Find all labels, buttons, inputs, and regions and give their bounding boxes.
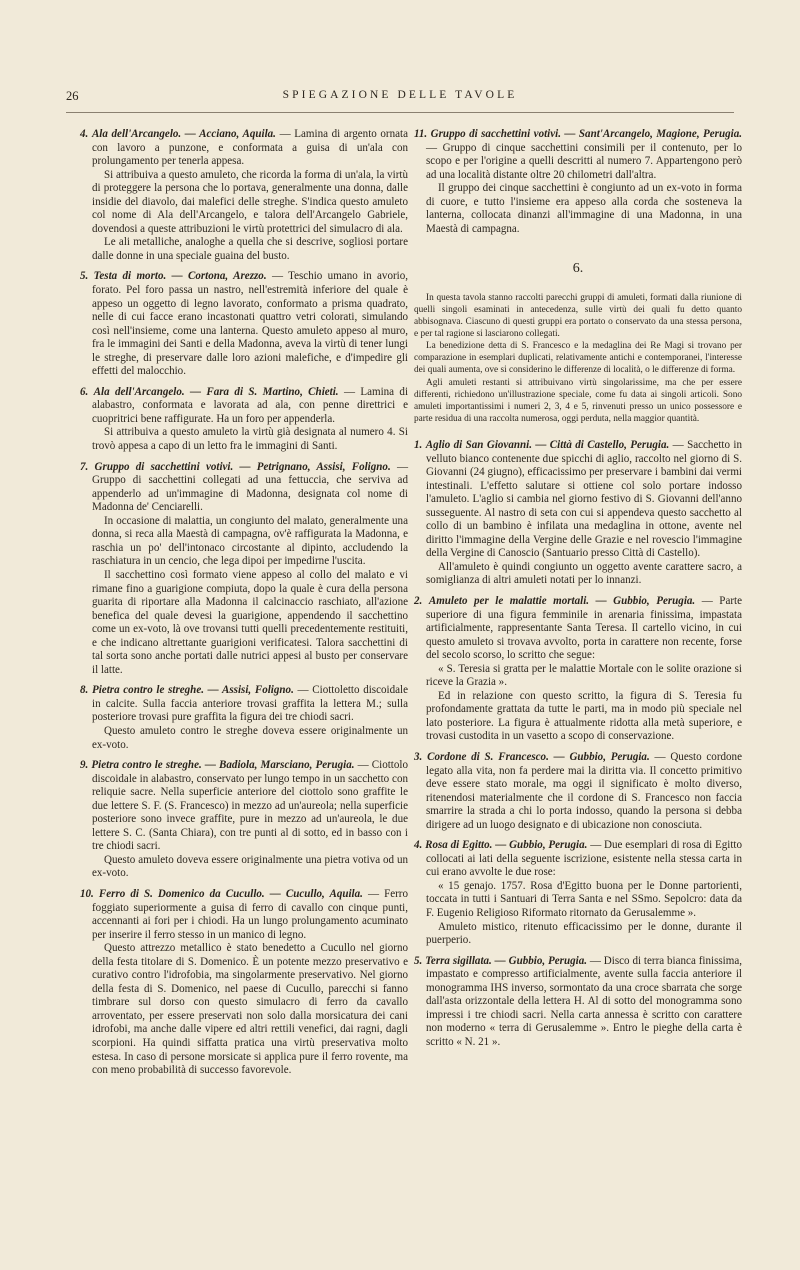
section-intro (414, 292, 742, 425)
entry (414, 955, 742, 1050)
entry-heading: Rosa di Egitto. — Gubbio, Perugia. (425, 839, 588, 852)
entry-number: 5. (80, 270, 89, 283)
right-entries (414, 439, 742, 1050)
entry-text: Amuleto mistico, ritenuto efficacissimo per le donne, durante il puerperio. (426, 920, 742, 947)
entry-text: — Ciottolo discoidale in alabastro, conservato per lungo tempo in un sacchetto con reliquie sacre. Nella superficie anteriore del ciottolo sono graffite le due lettere S. F. (S. Francesco) in mezzo ad un'aureola; nella superficie posteriore sono invece graffite, pure in mezzo ad un'aureola, le due lettere S. C. (Santa Chiara), con tre punti al di sotto, ed in basso con i tre chiodi sacri. (92, 759, 408, 853)
entry-number: 4. (80, 128, 89, 140)
entry-paragraph (414, 663, 742, 690)
entry-text: — Sacchetto in velluto bianco contenente due spicchi di aglio, raccolto nel giorno di S. Giovanni (24 giugno), efficacissimo per preservare i bambini dai vermi intestinali. L'effetto salutare si ottiene col solo portare indosso l'amuleto. L'aglio si cambia nel giorno festivo di S. Giovanni dell'anno susseguente. Al nastro di seta con cui si appendeva questo sacchetto al collo di un bambino è infilata una medaglina in ottone, avente nel diritto l'immagine della Vergine delle Grazie e nel rovescio l'immagine della Vergine di Canoscio (Santuario presso Città di Castello). (426, 438, 743, 560)
entry-lead-paragraph (414, 595, 742, 663)
entry-number: 6. (80, 385, 89, 398)
page-number: 26 (66, 89, 79, 103)
entry-text: — Lamina di alabastro, conformata e lavorata ad ala, con penne direttrici e cuopritrici bene raffigurate. Ha un foro per appenderla. (92, 385, 409, 425)
entry-number: 7. (80, 460, 89, 473)
entry (80, 386, 408, 454)
entry-paragraph (80, 169, 408, 237)
entry-text: Ed in relazione con questo scritto, la figura di S. Teresia fu profondamente grattata da tutte le parti, ma in modo più speciale nel lato posteriore. La figura è attualmente ridotta alla metà superiore, e trovasi custodita in un vasetto a scopo di conservazione. (426, 689, 742, 743)
header-rule (66, 112, 734, 113)
entry-lead-paragraph (414, 128, 742, 182)
entry-heading: Cordone di S. Francesco. — Gubbio, Perugia. (427, 750, 650, 763)
section-number: 6. (572, 261, 584, 277)
entry-text: « S. Teresia si gratta per le malattie Mortale con le solite orazione si riceve la Grazia ». (426, 662, 742, 689)
running-header (66, 89, 734, 105)
entry-paragraph (80, 236, 408, 263)
entry-number: 5. (414, 954, 423, 967)
entry-text: — Gruppo di sacchettini collegati ad una fettuccia, che serviva ad appenderlo ad un'immagine di Madonna, designata col nome di Madonna de' Cenciarelli. (92, 460, 409, 514)
entry-text: — Gruppo di cinque sacchettini consimili per il contenuto, per lo scopo e per l'origine a quelli descritti al numero 7. Appartengono però ad una località distante oltre 20 chilometri dall'altra. (426, 141, 742, 181)
entry-heading: Gruppo di sacchettini votivi. — Sant'Arcangelo, Magione, Perugia. (430, 128, 742, 140)
entry (80, 270, 408, 378)
entry-number: 3. (414, 750, 423, 763)
entry (80, 461, 408, 678)
entry-text: — Lamina di argento ornata con lavoro a punzone, e conformata a guisa di un'ala con prolungamento per tenerla appesa. (92, 128, 409, 168)
entry-text: In occasione di malattia, un congiunto del malato, generalmente una donna, si reca alla Maestà di campagna, ov'è raffigurata la Madonna, e raschia un po' dell'intonaco circostante al dipinto, accludendo la raschiatura in un cencio, che lega dipoi per impedirne l'uscita. (92, 514, 408, 568)
entry-heading: Pietra contro le streghe. — Badiola, Marsciano, Perugia. (91, 759, 355, 772)
entry-lead-paragraph (414, 751, 742, 832)
entry-number: 2. (414, 594, 423, 607)
entry-text: Si attribuiva a questo amuleto la virtù già designata al numero 4. Si trovò appesa a capo di un letto fra le immagini di Santi. (92, 426, 408, 453)
entry-paragraph (80, 725, 408, 752)
entry-text: Il sacchettino così formato viene appeso al collo del malato e vi rimane fino a guarigione compiuta, dopo la quale è cura della persona guarita di riportare alla Madonna il calcinaccio raschiato, all'azione benefica del quale devesi la guarigione, appendendo il sacchettino come un ex-voto, là ove trovansi tutti quelli precedentemente restituiti, e che indicano altrettante guarigioni verificatesi. Talora sacchettini di tal sorta sono anche portati dalle nutrici appesi al busto per conservare il latte. (92, 568, 408, 676)
entry-text: « 15 genajo. 1757. Rosa d'Egitto buona per le Donne partorienti, toccata in tutti i Santuari di Terra Santa e nel SSmo. Sepolcro: data da F. Eugenio Religioso Riformato ritornato da Gerusalemme ». (426, 879, 742, 919)
entry-paragraph (414, 182, 742, 236)
entry-paragraph (414, 921, 742, 948)
entry-text: — Disco di terra bianca finissima, impastato e compresso artificialmente, avente sulla faccia anteriore il monogramma IHS inverso, sormontato da una croce sbarrata che sorge dall'asta orizzontale della lettera H. Al di sotto del monogramma sono impressi i tre chiodi sacri. Nella carta annessa è scritto con carattere non moderno « terra di Gerusalemme ». Entro le pieghe della carta è scritto « N. 21 ». (426, 954, 743, 1048)
entry (80, 759, 408, 881)
entry (414, 751, 742, 832)
entry-lead-paragraph (80, 386, 408, 427)
entry-heading: Amuleto per le malattie mortali. — Gubbio, Perugia. (428, 594, 696, 607)
entry-lead-paragraph (414, 439, 742, 561)
entry-11 (414, 128, 742, 236)
entry-text: All'amuleto è quindi congiunto un oggetto avente carattere sacro, a somiglianza di altri amuleti notati per lo innanzi. (426, 560, 742, 587)
entry-text: — Parte superiore di una figura femminile in arenaria finissima, impastata artificialmente, rappresentante Santa Teresa. Il cartello vicino, in cui questo amuleto si trovava avvolto, porta in carattere non recente, forse del secolo scorso, lo scritto che segue: (426, 594, 742, 662)
entry (80, 128, 408, 263)
entry-lead-paragraph (80, 684, 408, 725)
entry-text: Questo amuleto contro le streghe doveva essere originalmente un ex-voto. (92, 724, 408, 751)
entry-paragraph (414, 561, 742, 588)
entry-heading: Testa di morto. — Cortona, Arezzo. (93, 270, 267, 283)
entry-text: Si attribuiva a questo amuleto, che ricorda la forma di un'ala, la virtù di proteggere la persona che lo portava, generalmente una donna, dalle insidie del diavolo, dai malefici delle streghe. S'indica questo amuleto col nome di Ala dell'Arcangelo, e talora dell'Arcangelo Gabriele, dovendosi a queste attribuzioni le virtù protettrici del simulacro di ala. (92, 168, 408, 235)
entry-lead-paragraph (414, 955, 742, 1050)
entry-paragraph (80, 854, 408, 881)
entry-paragraph (80, 515, 408, 569)
entry-lead-paragraph (80, 759, 408, 854)
intro-paragraph: Agli amuleti restanti si attribuivano virtù singolarissime, ma che per essere differenti, richiedono un'illustrazione speciale, come fu data ai singoli articoli. Sono amuleti importantissimi i numeri 2, 3, 4 e 5, rinvenuti presso un unico possessore e parte residua di una raccolta numerosa, oggi perduta, nella maggior quantità. (414, 377, 742, 424)
entry-text: — Ferro foggiato superiormente a guisa di ferro di cavallo con cinque punti, accennanti ai fori per i chiodi. Ha un lungo prolungamento acuminato per inserire il ferro stesso in un manico di legno. (92, 887, 409, 941)
entry-lead-paragraph (80, 128, 408, 169)
entry-number: 10. (80, 887, 94, 900)
entry-number: 9. (80, 759, 89, 772)
entry-number: 1. (414, 438, 423, 451)
entry (414, 439, 742, 588)
entry-text: Questo attrezzo metallico è stato benedetto a Cucullo nel giorno della festa titolare di S. Domenico. È un potente mezzo preservativo e curativo contro l'idrofobia, ma singolarmente preservativo. Nel giorno della festa di S. Domenico, nel paese di Cucullo, parecchi si fanno timbrare sul dorso con questo simulacro di ferro da cavallo arroventato, per essere preservati non solo dalla morsicatura dei cani idrofobi, ma anche dalle vipere ed altri rettili venefici, dai ragni, dagli scorpioni. Ha quindi siffatta pratica una virtù preservativa molto estesa. In caso di persone morsicate si applica pure il ferro rovente, ma con meno probabilità di successo favorevole. (92, 942, 408, 1077)
entry-paragraph (80, 569, 408, 677)
entry-lead-paragraph (80, 888, 408, 942)
entry-lead-paragraph (80, 461, 408, 515)
entry-lead-paragraph (414, 839, 742, 880)
entry-text: — Questo cordone legato alla vita, non fa perdere mai la diritta via. Il concetto primitivo deve essere stato morale, ma oggi il significato è molto diverso, ritenendosi materialmente che il cordone di S. Francesco non faccia smarrire la strada a chi lo porta indosso, quando la persona si debba dirigere ad un luogo designato e di ubicazione non conosciuta. (426, 750, 742, 831)
entry-heading: Aglio di San Giovanni. — Città di Castello, Perugia. (425, 438, 670, 451)
entry-paragraph (414, 690, 742, 744)
entry (414, 595, 742, 744)
left-column (80, 128, 408, 1085)
entry-heading: Ferro di S. Domenico da Cucullo. — Cucullo, Aquila. (98, 887, 363, 900)
entry-text: Questo amuleto doveva essere originalmente una pietra votiva od un ex-voto. (92, 853, 408, 880)
entry-number: 11. (414, 128, 428, 140)
entry-heading: Ala dell'Arcangelo. — Acciano, Aquila. (91, 128, 276, 140)
entry-number: 4. (414, 839, 423, 852)
entry (80, 684, 408, 752)
entry (414, 128, 742, 236)
entry-number: 8. (80, 684, 89, 697)
running-title: SPIEGAZIONE DELLE TAVOLE (282, 89, 518, 101)
entry-text: — Teschio umano in avorio, forato. Pel foro passa un nastro, nell'estremità inferiore del quale è appeso un oggetto di legno lavorato, conformato a prisma quadrato, nelle di cui facce erano incastonati quattro vetri colorati, simulando così nell'insieme, come una lanterna. Questo amuleto appeso al muro, fra le immagini dei Santi e della Madonna, aveva la virtù di tener lungi le streghe, di preservare dalle loro azioni malefiche, e d'impedire gli effetti del malocchio. (92, 270, 409, 378)
entry-text: Il gruppo dei cinque sacchettini è congiunto ad un ex-voto in forma di cuore, e tutto l'insieme era appeso alla corda che sosteneva la lanterna, collocata dinanzi all'immagine di una Madonna, in una Maestà di campagna. (426, 182, 742, 235)
entry-text: — Due esemplari di rosa di Egitto collocati ai lati della seguente iscrizione, esistente nella stessa carta in cui erano avvolte le due rose: (426, 839, 743, 879)
intro-paragraph: In questa tavola stanno raccolti parecchi gruppi di amuleti, formati dalla riunione di quelli singoli esaminati in antecedenza, sulle virtù dei quali fu detto quanto abbisognava. Ciascuno di questi gruppi era portato o conservato da una stessa persona, e per tal ragione si lasciarono collegati. (414, 292, 742, 340)
entry-paragraph (80, 942, 408, 1077)
entry-heading: Ala dell'Arcangelo. — Fara di S. Martino, Chieti. (93, 385, 339, 398)
intro-paragraph: La benedizione detta di S. Francesco e la medaglina dei Re Magi si trovano per comparazione in esemplari duplicati, relativamente antichi e contemporanei, l'interesse dei quali aumenta, ove si considerino le differenze di località, o le differenze di forma. (414, 341, 742, 376)
entry-paragraph (80, 426, 408, 453)
entry (80, 888, 408, 1078)
entry-lead-paragraph (80, 270, 408, 378)
entry-paragraph (414, 880, 742, 921)
entry-text: — Ciottoletto discoidale in calcite. Sulla faccia anteriore trovasi graffita la lettera M.; sulla posteriore trovasi pure graffita la figura dei tre chiodi sacri. (92, 684, 408, 724)
entry-heading: Pietra contro le streghe. — Assisi, Foligno. (91, 684, 294, 697)
entry-heading: Terra sigillata. — Gubbio, Perugia. (425, 954, 587, 967)
right-column (414, 128, 742, 1056)
entry-text: Le ali metalliche, analoghe a quella che si descrive, sogliosi portare dalle donne in una speciale guaina del busto. (92, 236, 408, 262)
entry-heading: Gruppo di sacchettini votivi. — Petrignano, Assisi, Foligno. (94, 460, 391, 473)
entry (414, 839, 742, 947)
